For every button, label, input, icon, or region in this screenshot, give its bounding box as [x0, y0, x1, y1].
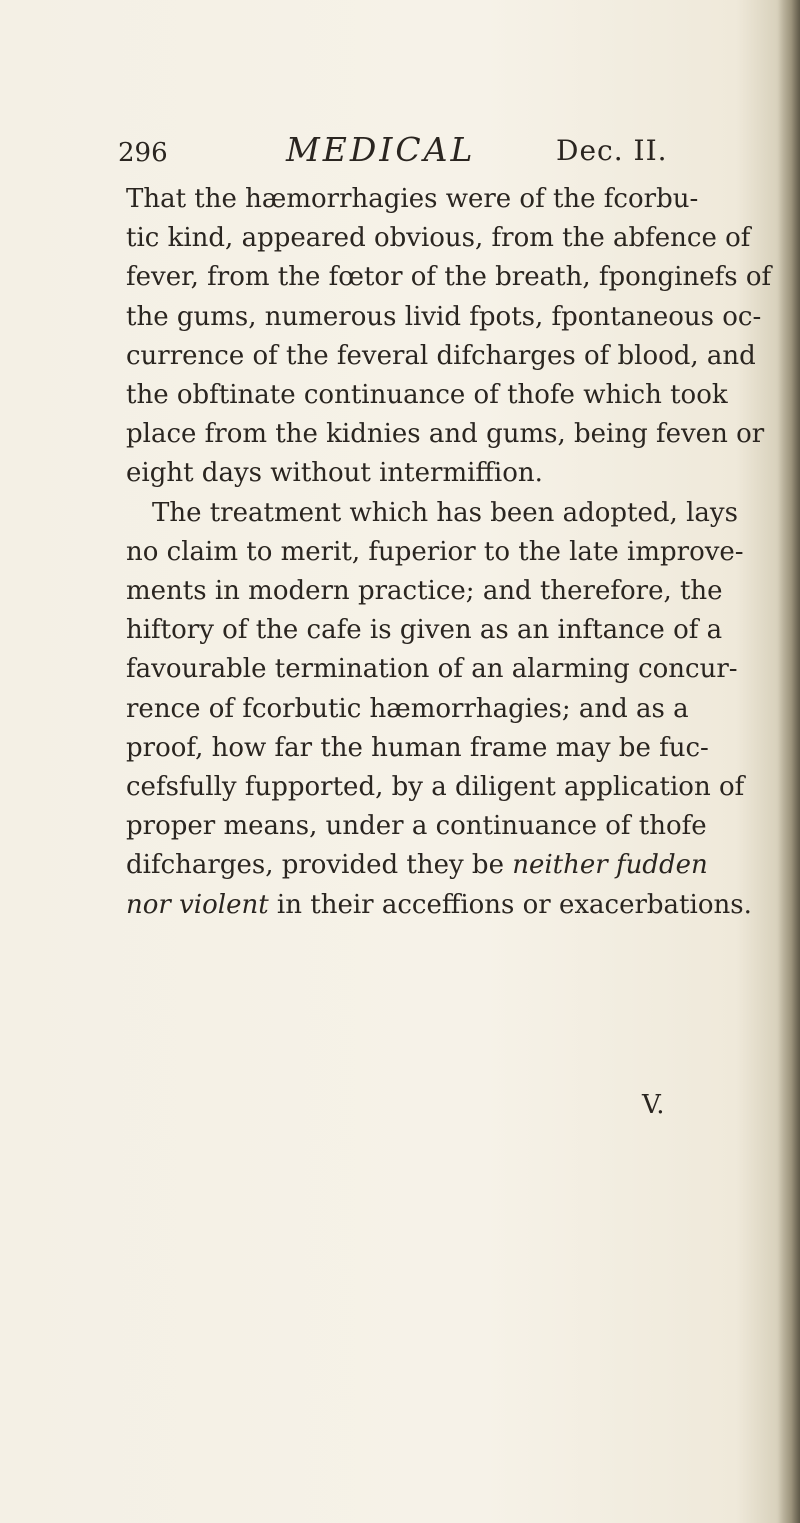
text-line: eight days without intermiffion.: [126, 458, 543, 489]
page-edge-shadow: [778, 0, 800, 1523]
text-line: currence of the feveral difcharges of blood, and: [126, 340, 756, 371]
running-title: MEDICAL: [286, 130, 476, 169]
italic-phrase: neither fudden: [512, 850, 708, 881]
page-number: 296: [118, 138, 168, 168]
text-line: The treatment which has been adopted, lays: [152, 497, 738, 528]
text-line: fever, from the fœtor of the breath, fponginefs of: [126, 262, 772, 293]
text-line: favourable termination of an alarming concur-: [126, 654, 738, 685]
text-line: no claim to merit, fuperior to the late improve-: [126, 536, 744, 567]
text-segment: in their acceffions or exacerbations.: [276, 889, 752, 920]
text-line: the obftinate continuance of thofe which took: [126, 380, 728, 411]
text-line: cefsfully fupported, by a diligent application of: [126, 772, 745, 803]
text-line: proof, how far the human frame may be fuc-: [126, 732, 709, 763]
text-line: hiftory of the cafe is given as an inftance of a: [126, 615, 723, 646]
text-line: proper means, under a continuance of thofe: [126, 811, 707, 842]
catchword: V.: [642, 1090, 665, 1120]
text-line: the gums, numerous livid fpots, fpontaneous oc-: [126, 301, 762, 332]
body-text: [126, 180, 772, 925]
text-line: [126, 886, 752, 925]
running-header: [118, 128, 678, 172]
text-line: tic kind, appeared obvious, from the abfence of: [126, 223, 751, 254]
running-date: Dec. II.: [556, 134, 668, 167]
italic-phrase: nor violent: [126, 889, 269, 920]
text-line: place from the kidnies and gums, being feven or: [126, 419, 765, 450]
text-line: rence of fcorbutic hæmorrhagies; and as a: [126, 693, 689, 724]
text-line: ments in modern practice; and therefore, the: [126, 576, 723, 607]
text-line: [126, 846, 708, 885]
text-segment: difcharges, provided they be: [126, 850, 504, 881]
text-line: That the hæmorrhagies were of the fcorbu-: [126, 184, 699, 214]
